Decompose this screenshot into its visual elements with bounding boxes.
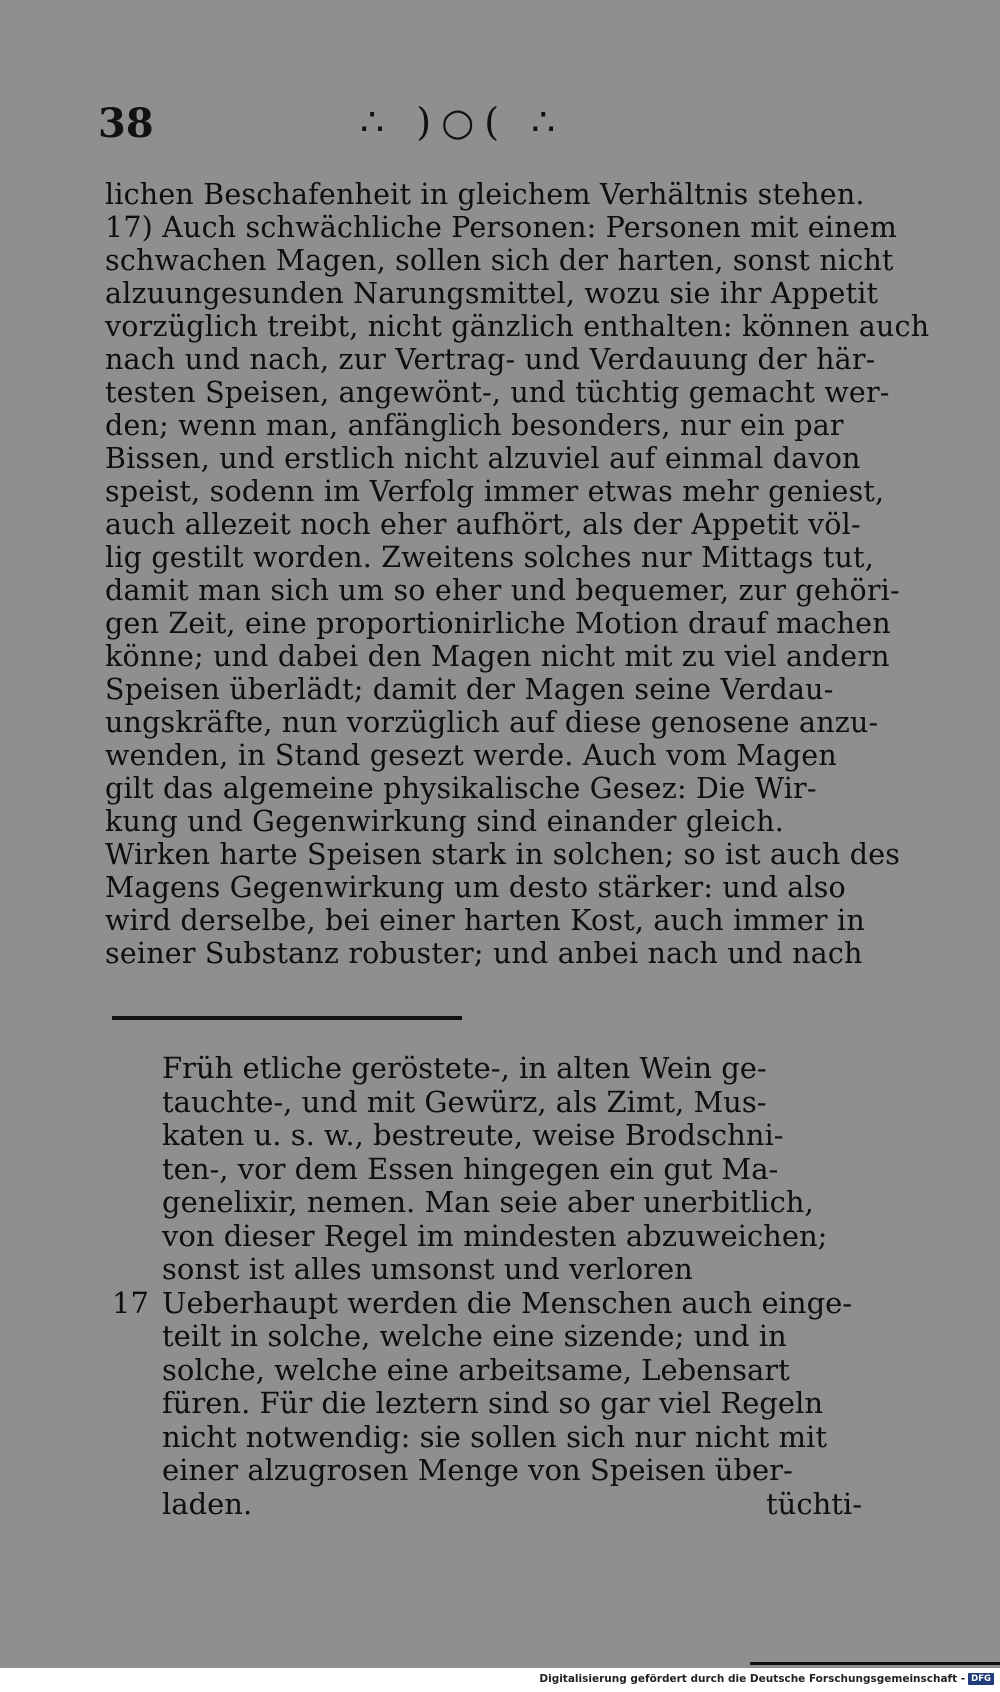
footnote-line (112, 1287, 912, 1321)
text-line: lig gestilt worden. Zweitens solches nur Mittags tut, (105, 541, 874, 574)
footnote-line (112, 1153, 912, 1187)
footnote-separator-rule (112, 1016, 462, 1020)
text-line: damit man sich um so eher und bequemer, zur gehöri- (105, 574, 900, 607)
footnote-marker (112, 1119, 162, 1153)
footnote-line (112, 1320, 912, 1354)
footnote-marker (112, 1387, 162, 1421)
text-line: den; wenn man, anfänglich besonders, nur ein par (105, 409, 844, 442)
text-line: wird derselbe, bei einer harten Kost, auch immer in (105, 904, 865, 937)
footnote-line (112, 1387, 912, 1421)
text-line: seiner Substanz robuster; und anbei nach und nach (105, 937, 863, 970)
text-line: ungskräfte, nun vorzüglich auf diese genosene anzu- (105, 706, 879, 739)
footnote-marker (112, 1220, 162, 1254)
footnote-text: nicht notwendig: sie sollen sich nur nicht mit (162, 1419, 827, 1454)
footnote-line (112, 1086, 912, 1120)
footnote-marker: 17 (112, 1285, 149, 1320)
dfg-logo: DFG (968, 1673, 994, 1685)
page-number: 38 (98, 100, 154, 147)
text-line: Bissen, und erstlich nicht alzuviel auf einmal davon (105, 442, 861, 475)
footnote-marker (112, 1488, 162, 1522)
credit-text: Digitalisierung gefördert durch die Deutsche Forschungsgemeinschaft - (539, 1673, 966, 1685)
footnote-marker (112, 1454, 162, 1488)
footnote-line (112, 1220, 912, 1254)
footnote-line (112, 1421, 912, 1455)
text-line: könne; und dabei den Magen nicht mit zu viel andern (105, 640, 890, 673)
text-line: Wirken harte Speisen stark in solchen; so ist auch des (105, 838, 901, 871)
text-line: wenden, in Stand gesezt werde. Auch vom Magen (105, 739, 837, 772)
footnote-text: tauchte-, und mit Gewürz, als Zimt, Mus- (162, 1084, 767, 1119)
footnote-line (112, 1253, 912, 1287)
footnote-line (112, 1119, 912, 1153)
footnote-line (112, 1052, 912, 1086)
text-line: auch allezeit noch eher aufhört, als der Appetit völ- (105, 508, 861, 541)
footnote-text: genelixir, nemen. Man seie aber unerbitlich, (162, 1185, 814, 1219)
footnote-text: katen u. s. w., bestreute, weise Brodschni- (162, 1118, 784, 1152)
footnote-marker (112, 1253, 162, 1287)
text-line: Magens Gegenwirkung um desto stärker: und also (105, 871, 846, 904)
text-line: alzuungesunden Narungsmittel, wozu sie ihr Appetit (105, 277, 879, 310)
text-line: gen Zeit, eine proportionirliche Motion drauf machen (105, 607, 891, 640)
footnote-text: einer alzugrosen Menge von Speisen über- (162, 1453, 793, 1487)
footnote-final-word: laden. (162, 1486, 253, 1521)
text-line: Speisen überlädt; damit der Magen seine Verdau- (105, 673, 834, 706)
text-line: lichen Beschafenheit in gleichem Verhältnis stehen. (105, 178, 865, 211)
catchword: tüchti- (766, 1486, 862, 1521)
footnote-last-line (112, 1488, 912, 1522)
text-line: gilt das algemeine physikalische Gesez: Die Wir- (105, 772, 817, 805)
text-line: kung und Gegenwirkung sind einander gleich. (105, 805, 785, 838)
text-line: 17) Auch schwächliche Personen: Personen mit einem (105, 211, 897, 244)
footnote-line (112, 1354, 912, 1388)
footnote-line (112, 1454, 912, 1488)
footnote-text: von dieser Regel im mindesten abzuweichen; (162, 1218, 828, 1253)
digitization-credit (539, 1673, 994, 1685)
page-header (0, 100, 1000, 160)
footnote-text (162, 1488, 912, 1522)
footnote-text: Früh etliche geröstete-, in alten Wein ge- (162, 1051, 767, 1085)
bottom-rule (750, 1662, 1000, 1665)
footnote-marker (112, 1186, 162, 1220)
footnote-marker (112, 1354, 162, 1388)
footnote-line (112, 1186, 912, 1220)
text-line: testen Speisen, angewönt-, und tüchtig gemacht wer- (105, 376, 890, 409)
text-line: nach und nach, zur Vertrag- und Verdauung der här- (105, 343, 876, 376)
text-line: vorzüglich treibt, nicht gänzlich enthalten: können auch (105, 310, 930, 343)
main-text-block (105, 178, 930, 970)
text-line: schwachen Magen, sollen sich der harten, sonst nicht (105, 244, 894, 277)
footnote-block (112, 1052, 912, 1521)
footnote-marker (112, 1153, 162, 1187)
text-line: speist, sodenn im Verfolg immer etwas mehr geniest, (105, 475, 885, 508)
footnote-text: füren. Für die leztern sind so gar viel Regeln (162, 1386, 824, 1420)
footnote-text: sonst ist alles umsonst und verloren (162, 1252, 693, 1286)
footnote-text: solche, welche eine arbeitsame, Lebensart (162, 1352, 790, 1387)
footnote-marker (112, 1052, 162, 1086)
footnote-text: Ueberhaupt werden die Menschen auch einge- (162, 1285, 853, 1320)
footnote-marker (112, 1086, 162, 1120)
footnote-text: teilt in solche, welche eine sizende; und in (162, 1319, 787, 1353)
footnote-marker (112, 1320, 162, 1354)
footnote-text: ten-, vor dem Essen hingegen ein gut Ma- (162, 1151, 779, 1186)
footnote-marker (112, 1421, 162, 1455)
header-ornament: ∴ )○( ∴ (360, 100, 566, 144)
